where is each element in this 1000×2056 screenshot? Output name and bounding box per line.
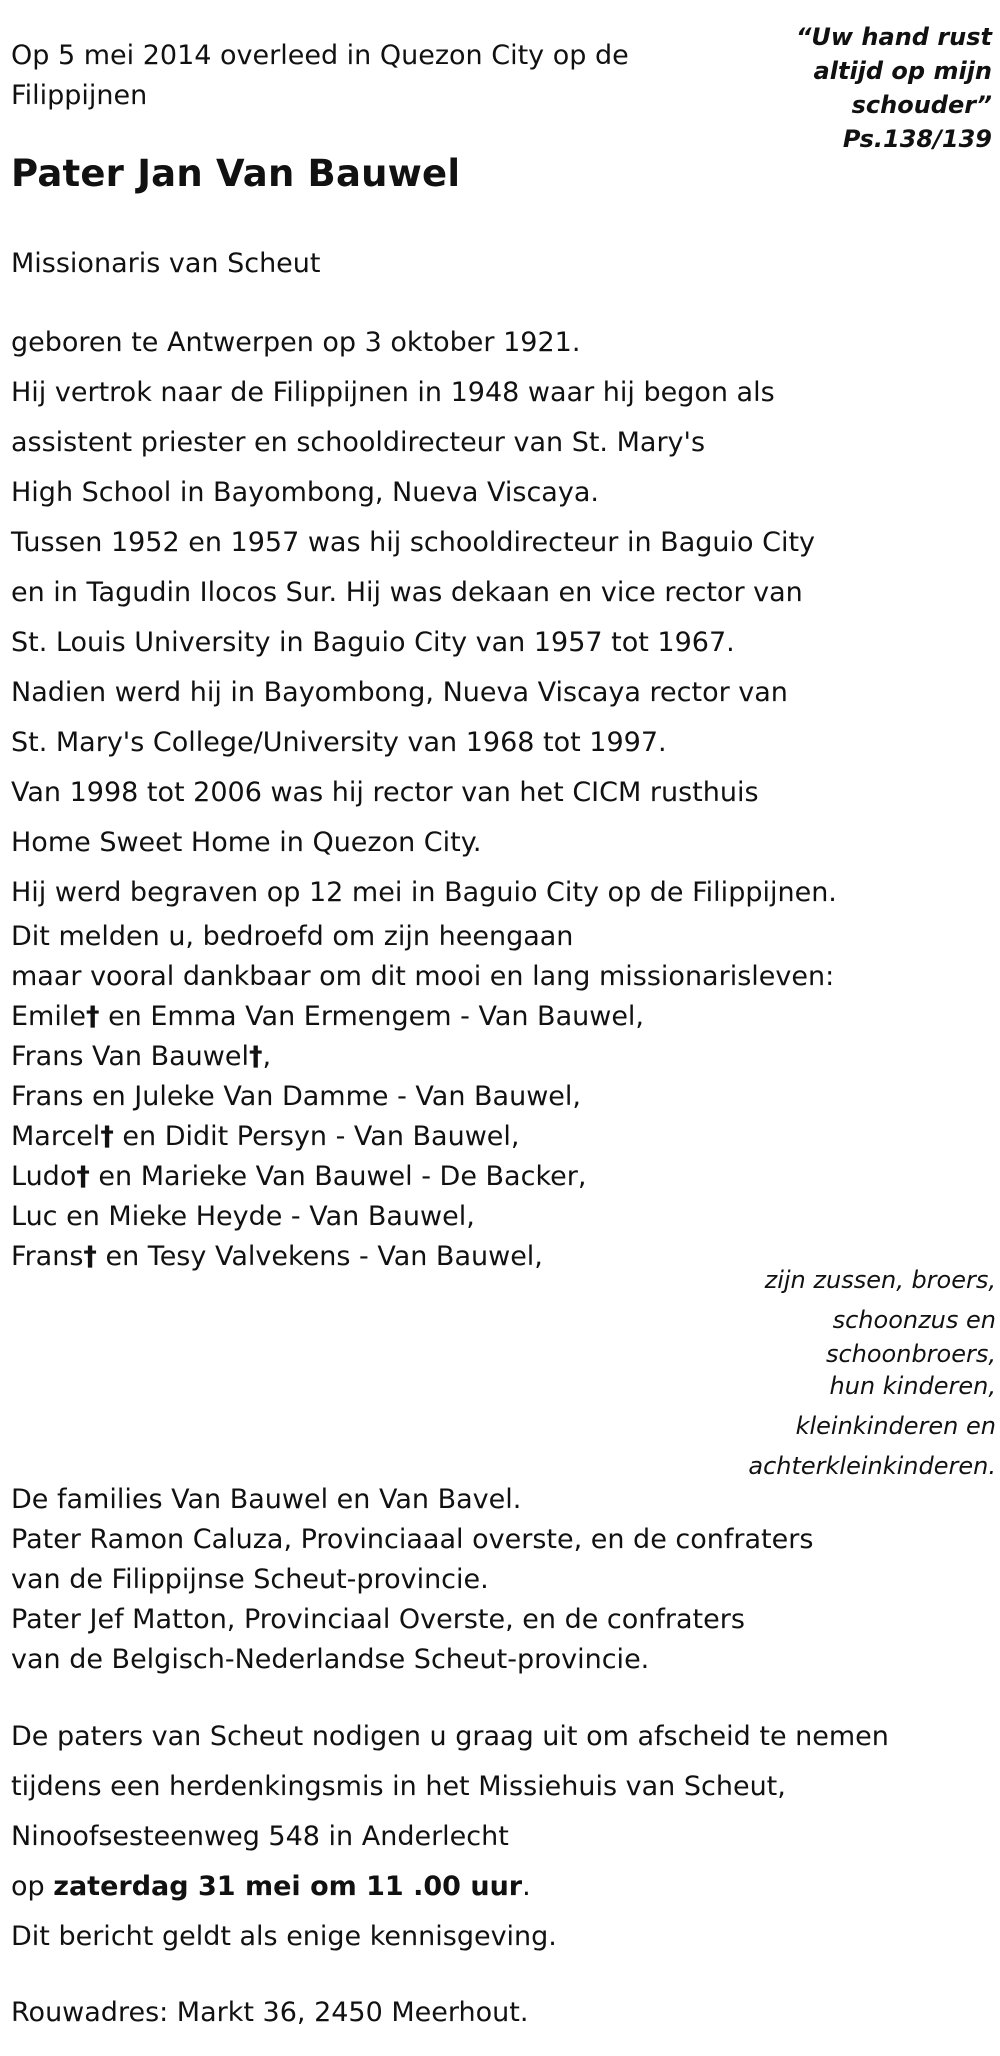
quote-reference: Ps.138/139 (842, 125, 992, 153)
relation-line: zijn zussen, broers, (764, 1266, 996, 1294)
quote-line: “Uw hand rust (795, 23, 992, 51)
biography-line: High School in Bayombong, Nueva Viscaya. (11, 477, 599, 508)
cross-icon: † (76, 1161, 90, 1192)
congregation-line: De families Van Bauwel en Van Bavel. (11, 1484, 522, 1515)
quote-line: schouder” (851, 91, 992, 119)
cross-icon: † (85, 1001, 100, 1032)
invitation-line: De paters van Scheut nodigen u graag uit om afscheid te nemen (11, 1721, 889, 1752)
relation-line: schoonbroers, (825, 1340, 996, 1368)
family-member: Emile† en Emma Van Ermengem - Van Bauwel, (11, 1001, 645, 1032)
family-member: Frans en Juleke Van Damme - Van Bauwel, (11, 1081, 581, 1112)
notice-line: Dit bericht geldt als enige kennisgeving. (11, 1921, 557, 1952)
cross-icon: † (248, 1041, 263, 1072)
biography-line: assistent priester en schooldirecteur van St. Mary's (11, 427, 706, 458)
biography-line: Hij vertrok naar de Filippijnen in 1948 waar hij begon als (11, 377, 775, 408)
family-member: Marcel† en Didit Persyn - Van Bauwel, (11, 1121, 520, 1152)
biography-line: Home Sweet Home in Quezon City. (11, 827, 482, 858)
relation-line: hun kinderen, (829, 1372, 996, 1400)
mourning-address: Rouwadres: Markt 36, 2450 Meerhout. (11, 1997, 529, 2028)
role-text: Missionaris van Scheut (11, 248, 321, 279)
congregation (11, 1480, 813, 1680)
ceremony-date-bold: zaterdag 31 mei om 11 .00 uur (53, 1871, 523, 1902)
ceremony-date: op zaterdag 31 mei om 11 .00 uur. (11, 1871, 531, 1902)
biography-line: geboren te Antwerpen op 3 oktober 1921. (11, 327, 581, 358)
relation-line: kleinkinderen en (795, 1412, 996, 1440)
biography (11, 318, 837, 918)
congregation-line: van de Belgisch-Nederlandse Scheut-provincie. (11, 1644, 650, 1675)
intro-text (11, 36, 629, 116)
announcement (11, 917, 834, 997)
cross-icon: † (83, 1241, 97, 1272)
biography-line: Hij werd begraven op 12 mei in Baguio City op de Filippijnen. (11, 877, 837, 908)
family-member: Luc en Mieke Heyde - Van Bauwel, (11, 1201, 475, 1232)
family-relations (748, 1260, 996, 1486)
family-list (11, 997, 644, 1277)
biography-line: St. Mary's College/University van 1968 tot 1997. (11, 727, 667, 758)
congregation-line: van de Filippijnse Scheut-provincie. (11, 1564, 489, 1595)
announcement-line: Dit melden u, bedroefd om zijn heengaan (11, 921, 574, 952)
biography-line: Nadien werd hij in Bayombong, Nueva Viscaya rector van (11, 677, 788, 708)
family-member: Ludo† en Marieke Van Bauwel - De Backer, (11, 1161, 587, 1192)
biography-line: Tussen 1952 en 1957 was hij schooldirecteur in Baguio City (11, 527, 816, 558)
invitation (11, 1712, 889, 1962)
relation-line: achterkleinkinderen. (748, 1452, 996, 1480)
psalm-quote (796, 20, 992, 156)
invitation-line: tijdens een herdenkingsmis in het Missiehuis van Scheut, (11, 1771, 786, 1802)
relation-line: schoonzus en (832, 1306, 996, 1334)
family-member: Frans† en Tesy Valvekens - Van Bauwel, (11, 1241, 543, 1272)
family-member: Frans Van Bauwel†, (11, 1041, 272, 1072)
biography-line: en in Tagudin Ilocos Sur. Hij was dekaan en vice rector van (11, 577, 803, 608)
congregation-line: Pater Ramon Caluza, Provinciaaal overste, en de confraters (11, 1524, 814, 1555)
biography-line: St. Louis University in Baguio City van 1957 tot 1967. (11, 627, 735, 658)
quote-line: altijd op mijn (813, 57, 992, 85)
cross-icon: † (100, 1121, 114, 1152)
invitation-line: Ninoofsesteenweg 548 in Anderlecht (11, 1821, 509, 1852)
biography-line: Van 1998 tot 2006 was hij rector van het CICM rusthuis (11, 777, 759, 808)
congregation-line: Pater Jef Matton, Provinciaal Overste, en de confraters (11, 1604, 745, 1635)
deceased-name: Pater Jan Van Bauwel (11, 152, 461, 195)
announcement-line: maar vooral dankbaar om dit mooi en lang missionarisleven: (11, 961, 835, 992)
intro-line: Op 5 mei 2014 overleed in Quezon City op de (11, 40, 629, 71)
intro-line: Filippijnen (11, 80, 148, 111)
